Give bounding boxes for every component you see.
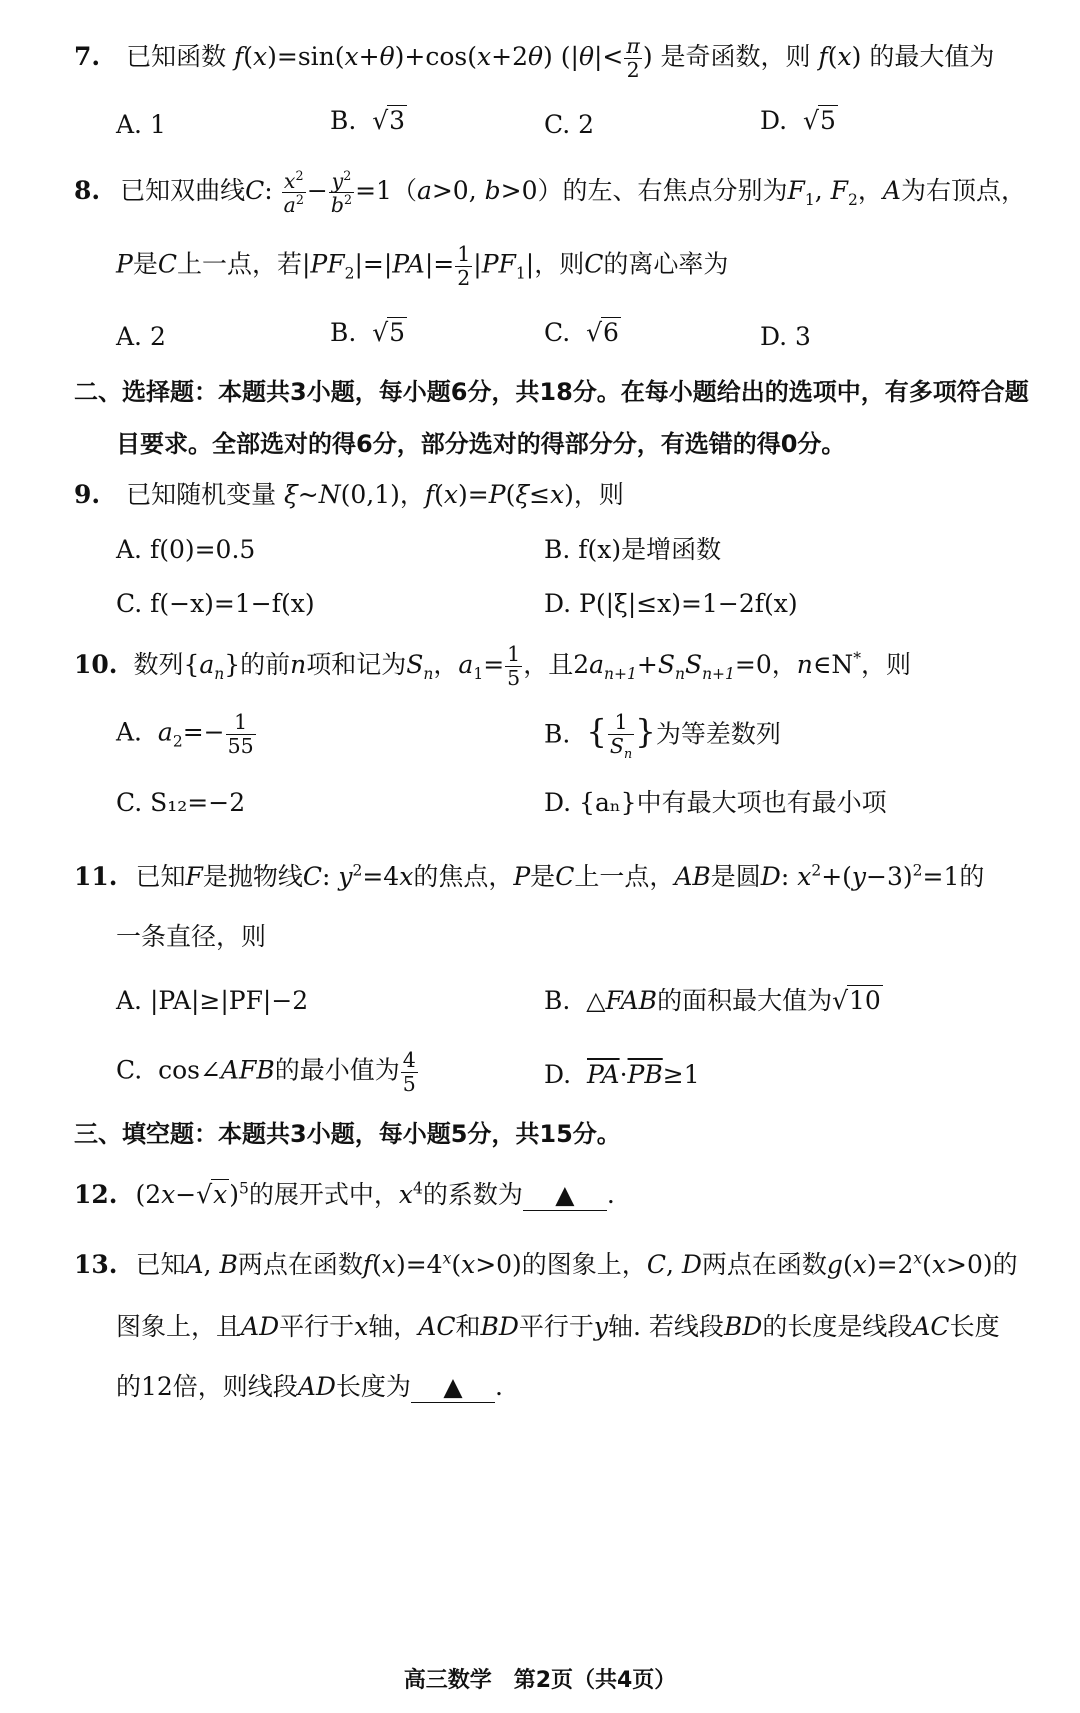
option-b: B. △FAB的面积最大值为√10 bbox=[544, 986, 881, 1015]
option-d: D. $\overline{PA}\cdot\overline{PB}\ge 1$ bbox=[544, 1060, 700, 1089]
question-13-stem-line3: 的12倍，则线段AD长度为 ▲ . bbox=[116, 1372, 503, 1401]
option-a: A. 2 bbox=[116, 322, 166, 351]
option-a: A. |PA|≥|PF|−2 bbox=[116, 986, 309, 1015]
answer-blank[interactable]: ▲ bbox=[523, 1180, 607, 1211]
option-a: A. $a_2=-$ $\frac{1}{55}$ bbox=[116, 710, 254, 758]
option-a: A. 1 bbox=[116, 110, 166, 139]
answer-blank[interactable]: ▲ bbox=[411, 1372, 495, 1403]
question-7-stem: 7. 已知函数 f(x)=sin(x+θ)+cos(x+2θ) (|θ|< $\frac{\pi}{2}$ ) 是奇函数，则 f(x) 的最大值为 bbox=[74, 34, 995, 82]
section-2-heading-line2: 目要求。全部选对的得6分，部分选对的得部分分，有选错的得0分。 bbox=[116, 430, 846, 458]
question-number: 8. bbox=[74, 176, 101, 206]
question-11-stem-line1: 11. 已知F是抛物线C: $y^2=4x$的焦点，P是C上一点，AB是圆D: $x^2+(y-3)^2=1$的 bbox=[74, 862, 985, 892]
option-b: B. √5 bbox=[330, 318, 406, 347]
question-10-stem: 10. 数列$\{a_n\}$的前n项和记为$S_n$，$a_1=$ $\frac{1}{5}$ ，且$2a_{n+1}+S_nS_{n+1}=0$，n∈N*，则 bbox=[74, 642, 912, 690]
question-8-stem-line2: P是C上一点，若$|PF_2|=|PA|=$ $\frac{1}{2}$ $|PF_1|$，则C的离心率为 bbox=[116, 242, 729, 290]
option-d: D. 3 bbox=[760, 322, 811, 351]
option-c: C. cos∠AFB的最小值为 $\frac{4}{5}$ bbox=[116, 1048, 416, 1096]
question-11-stem-line2: 一条直径，则 bbox=[116, 922, 267, 951]
option-c: C. S₁₂=−2 bbox=[116, 788, 246, 817]
question-13-stem-line1: 13. 已知A, B两点在函数$f(x)=4^x(x>0)$的图象上，C, D两点在函数$g(x)=2^x(x>0)$的 bbox=[74, 1250, 1018, 1280]
question-number: 9. bbox=[74, 480, 101, 509]
option-b: B. f(x)是增函数 bbox=[544, 535, 722, 564]
question-number: 12. bbox=[74, 1180, 118, 1210]
option-d: D. P(|ξ|≤x)=1−2f(x) bbox=[544, 589, 798, 618]
option-d: D. √5 bbox=[760, 106, 836, 135]
option-a: A. f(0)=0.5 bbox=[116, 535, 256, 564]
option-d: D. {aₙ}中有最大项也有最小项 bbox=[544, 788, 887, 817]
question-number: 13. bbox=[74, 1250, 118, 1280]
question-8-stem-line1: 8. 已知双曲线C: $\frac{x^2}{a^2}$ − $\frac{y^2}{b^2}$ =1（a>0, b>0）的左、右焦点分别为$F_1$, $F_2$，A为右顶点， bbox=[74, 168, 1026, 218]
question-12-stem: 12. $(2x-√x)^5$的展开式中，$x^4$的系数为 ▲ . bbox=[74, 1180, 615, 1210]
question-9-stem: 9. 已知随机变量 ξ~N(0,1)，f(x)=P(ξ≤x)，则 bbox=[74, 480, 624, 509]
section-3-heading: 三、填空题：本题共3小题，每小题5分，共15分。 bbox=[74, 1120, 621, 1148]
option-b: B. { $\frac{1}{S_n}$ }为等差数列 bbox=[544, 710, 781, 761]
question-number: 7. bbox=[74, 41, 101, 71]
page-footer: 高三数学 第2页（共4页） bbox=[403, 1668, 677, 1693]
question-number: 11. bbox=[74, 862, 118, 892]
option-c: C. √6 bbox=[544, 318, 619, 347]
section-2-heading-line1: 二、选择题：本题共3小题，每小题6分，共18分。在每小题给出的选项中，有多项符合题 bbox=[74, 378, 1029, 406]
option-c: C. 2 bbox=[544, 110, 595, 139]
question-number: 10. bbox=[74, 649, 118, 679]
option-b: B. √3 bbox=[330, 106, 406, 135]
question-13-stem-line2: 图象上，且AD平行于x轴，AC和BD平行于y轴. 若线段BD的长度是线段AC长度 bbox=[116, 1312, 1000, 1341]
option-c: C. f(−x)=1−f(x) bbox=[116, 589, 315, 618]
